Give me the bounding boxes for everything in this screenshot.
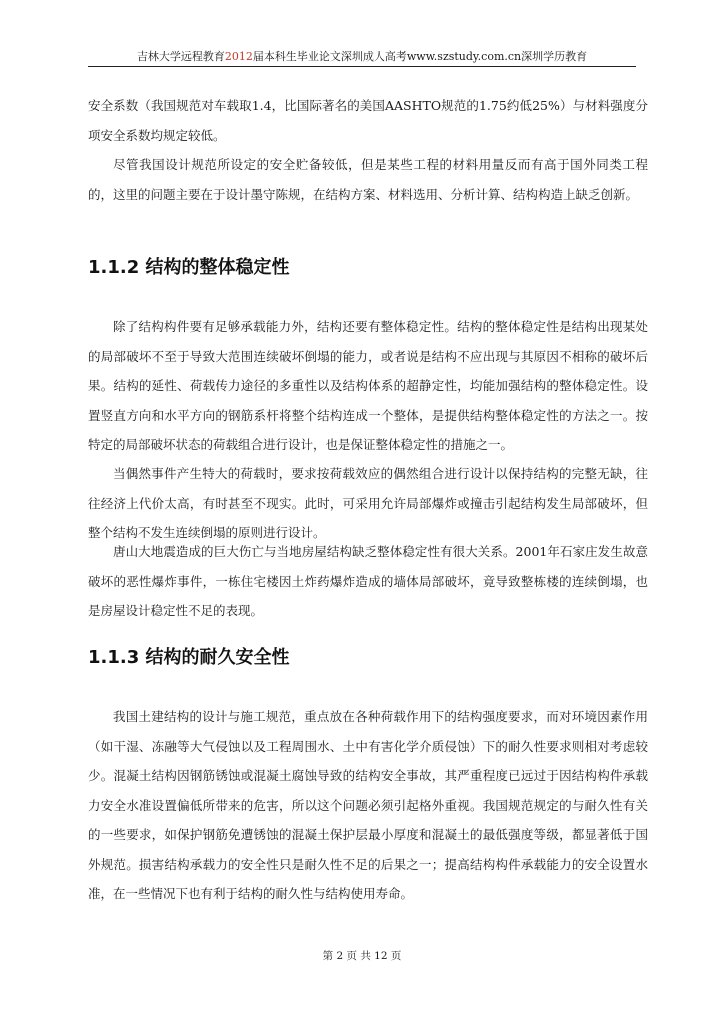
section-1-1-2-paragraph-2: 当偶然事件产生特大的荷载时，要求按荷载效应的偶然组合进行设计以保持结构的完整无缺，往往经济上代价太高，有时甚至不现实。此时，可采用允许局部爆炸或撞击引起结构发生局部破坏，但整个结构不发生连续倒塌的原则进行设计。: [88, 466, 648, 540]
section-heading-1-1-3: 1.1.3 结构的耐久安全性: [88, 647, 290, 668]
page-footer: 第 2 页 共 12 页: [322, 950, 402, 962]
header-title: 届本科生毕业论文深圳成人高考www.szstudy.com.cn深圳学历教育: [252, 50, 588, 63]
intro-paragraph-2: 尽管我国设计规范所设定的安全贮备较低，但是某些工程的材料用量反而有高于国外同类工程的，这里的问题主要在于设计墨守陈规，在结构方案、材料选用、分析计算、结构构造上缺乏创新。: [88, 157, 648, 202]
section-heading-1-1-2: 1.1.2 结构的整体稳定性: [88, 257, 290, 278]
intro-paragraph-1: 安全系数（我国规范对车载取1.4，比国际著名的美国AASHTO规范的1.75约低25%）与材料强度分项安全系数均规定较低。: [88, 98, 648, 143]
section-1-1-2-paragraph-3: 唐山大地震造成的巨大伤亡与当地房屋结构缺乏整体稳定性有很大关系。2001年石家庄发生故意破坏的恶性爆炸事件，一栋住宅楼因土炸药爆炸造成的墙体局部破坏，竟导致整栋楼的连续倒塌，也是房屋设计稳定性不足的表现。: [88, 544, 648, 618]
section-1-1-2-paragraph-1: 除了结构构件要有足够承载能力外，结构还要有整体稳定性。结构的整体稳定性是结构出现某处的局部破坏不至于导致大范围连续破坏倒塌的能力，或者说是结构不应出现与其原因不相称的破坏后果。结构的延性、荷载传力途径的多重性以及结构体系的超静定性，均能加强结构的整体稳定性。设置竖直方向和水平方向的钢筋系杆将整个结构连成一个整体，是提供结构整体稳定性的方法之一。按特定的局部破坏状态的荷载组合进行设计，也是保证整体稳定性的措施之一。: [88, 319, 648, 452]
section-1-1-3-paragraph-1: 我国土建结构的设计与施工规范，重点放在各种荷载作用下的结构强度要求，而对环境因素作用（如干湿、冻融等大气侵蚀以及工程周围水、土中有害化学介质侵蚀）下的耐久性要求则相对考虑较少。混凝土结构因钢筋锈蚀或混凝土腐蚀导致的结构安全事故，其严重程度已远过于因结构构件承载力安全水准设置偏低所带来的危害，所以这个问题必须引起格外重视。我国规范规定的与耐久性有关的一些要求，如保护钢筋免遭锈蚀的混凝土保护层最小厚度和混凝土的最低强度等级，都显著低于国外规范。损害结构承载力的安全性只是耐久性不足的后果之一；提高结构构件承载能力的安全设置水准，在一些情况下也有利于结构的耐久性与结构使用寿命。: [88, 709, 648, 901]
header-rule: [88, 66, 636, 67]
header-year: 2012: [224, 50, 253, 63]
page-header: [88, 50, 636, 64]
header-school: 吉林大学远程教育: [136, 50, 225, 63]
